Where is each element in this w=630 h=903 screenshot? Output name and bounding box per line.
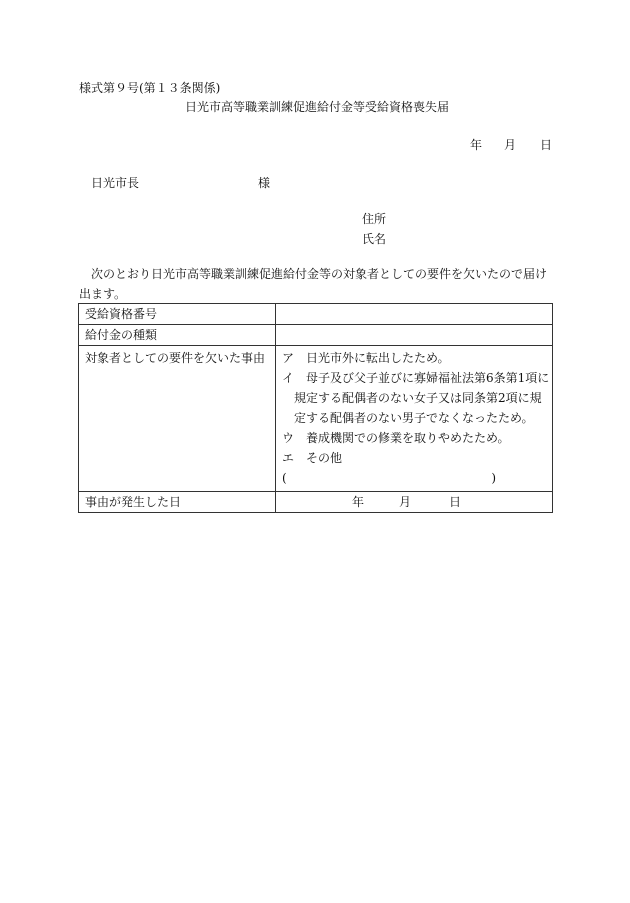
table-row [79,325,553,346]
table-row [79,304,553,325]
form-number: 様式第９号(第１３条関係) [79,81,221,95]
reason-options [276,346,553,492]
form-table [78,303,553,513]
occurrence-month-label: 月 [399,495,412,509]
reason-option-e[interactable]: エ その他 [282,451,343,465]
date-year-label: 年 [470,138,483,152]
table-row [79,346,553,492]
name-label: 氏名 [362,232,387,246]
reason-option-i-line3: 定する配偶者のない男子でなくなったため。 [294,411,534,425]
table-row [79,492,553,513]
paren-open: ( [282,471,287,485]
occurrence-date-label: 事由が発生した日 [79,492,276,513]
paren-close: ) [491,471,496,485]
reason-label: 対象者としての要件を欠いた事由 [79,346,276,492]
body-text: 次のとおり日光市高等職業訓練促進給付金等の対象者としての要件を欠いたので届け出ます。 [79,267,548,301]
reason-option-u[interactable]: ウ 養成機関での修業を取りやめたため。 [282,431,510,445]
occurrence-day-label: 日 [449,495,462,509]
reason-option-i-line2: 規定する配偶者のない女子又は同条第2項に規 [294,391,542,405]
benefit-type-field[interactable] [276,325,553,346]
date-month-label: 月 [504,138,517,152]
reason-option-a[interactable]: ア 日光市外に転出したため。 [282,351,450,365]
addressee-name: 日光市長 [91,176,140,190]
date-day-label: 日 [540,138,553,152]
reason-option-i[interactable]: イ 母子及び父子並びに寡婦福祉法第6条第1項に [282,371,550,385]
addressee-honorific: 様 [258,176,271,190]
occurrence-year-label: 年 [352,495,365,509]
qualification-number-field[interactable] [276,304,553,325]
other-reason-field[interactable] [282,468,546,488]
benefit-type-label: 給付金の種類 [79,325,276,346]
occurrence-date-field[interactable] [276,492,553,513]
address-label: 住所 [362,212,387,226]
qualification-number-label: 受給資格番号 [79,304,276,325]
form-title: 日光市高等職業訓練促進給付金等受給資格喪失届 [185,100,450,114]
